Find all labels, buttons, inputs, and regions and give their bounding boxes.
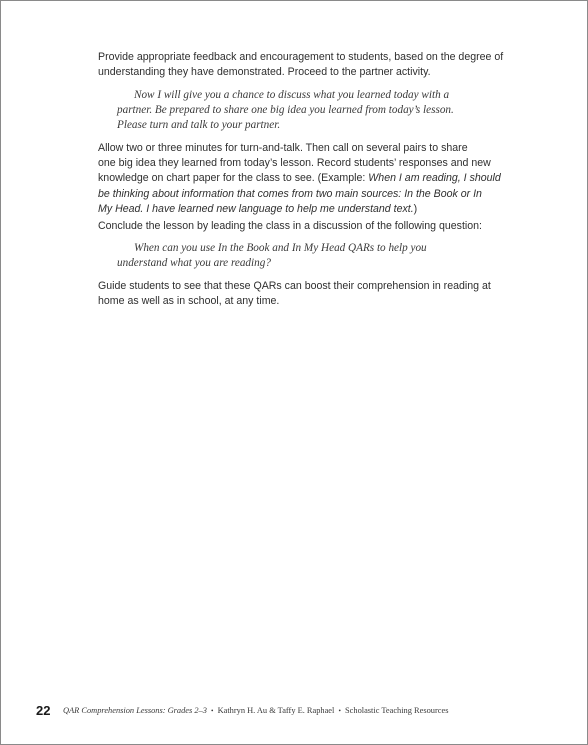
- paragraph-conclude: [98, 219, 493, 234]
- text-segment: knowledge on chart paper for the class to see. (Example:: [98, 172, 369, 185]
- example-italic: When I am reading, I should: [368, 172, 501, 185]
- authors: Kathryn H. Au & Taffy E. Raphael: [217, 706, 335, 715]
- paragraph-turn-and-talk: [98, 141, 501, 217]
- paragraph-guide: [98, 279, 493, 309]
- text-line: Guide students to see that these QARs can boost their comprehension in reading at: [98, 280, 491, 292]
- discussion-question: [117, 241, 477, 271]
- text-line: partner. Be prepared to share one big idea you learned from today’s lesson.: [117, 104, 454, 117]
- teacher-script-partner: [117, 88, 477, 134]
- example-italic: My Head. I have learned new language to help me understand text.: [98, 202, 414, 215]
- bullet-separator: •: [338, 707, 341, 715]
- text-segment: ): [413, 202, 418, 215]
- text-line: understanding they have demonstrated. Proceed to the partner activity.: [98, 66, 431, 79]
- paragraph-feedback: [98, 50, 504, 80]
- text-line: [98, 171, 501, 186]
- text-line: home as well as in school, at any time.: [98, 295, 280, 308]
- text-line: Now I will give you a chance to discuss what you learned today with a: [134, 89, 450, 101]
- text-line: Conclude the lesson by leading the class in a discussion of the following question:: [98, 220, 482, 232]
- book-title: QAR Comprehension Lessons: Grades 2–3: [63, 706, 207, 715]
- text-line: Allow two or three minutes for turn-and-talk. Then call on several pairs to share: [98, 142, 468, 154]
- page-footer: [36, 702, 556, 720]
- footer-credit: [63, 704, 448, 718]
- publisher: Scholastic Teaching Resources: [345, 706, 449, 715]
- text-line: one big idea they learned from today’s lesson. Record students’ responses and new: [98, 157, 491, 170]
- text-line: [98, 202, 493, 217]
- text-line: Please turn and talk to your partner.: [117, 119, 281, 132]
- example-italic: be thinking about information that comes from two main sources: In the Book or In: [98, 187, 482, 200]
- text-line: When can you use In the Book and In My Head QARs to help you: [134, 242, 427, 254]
- text-line: Provide appropriate feedback and encouragement to students, based on the degree of: [98, 51, 504, 63]
- bullet-separator: •: [211, 707, 214, 715]
- page-number: 22: [36, 703, 51, 718]
- text-line: understand what you are reading?: [117, 257, 271, 270]
